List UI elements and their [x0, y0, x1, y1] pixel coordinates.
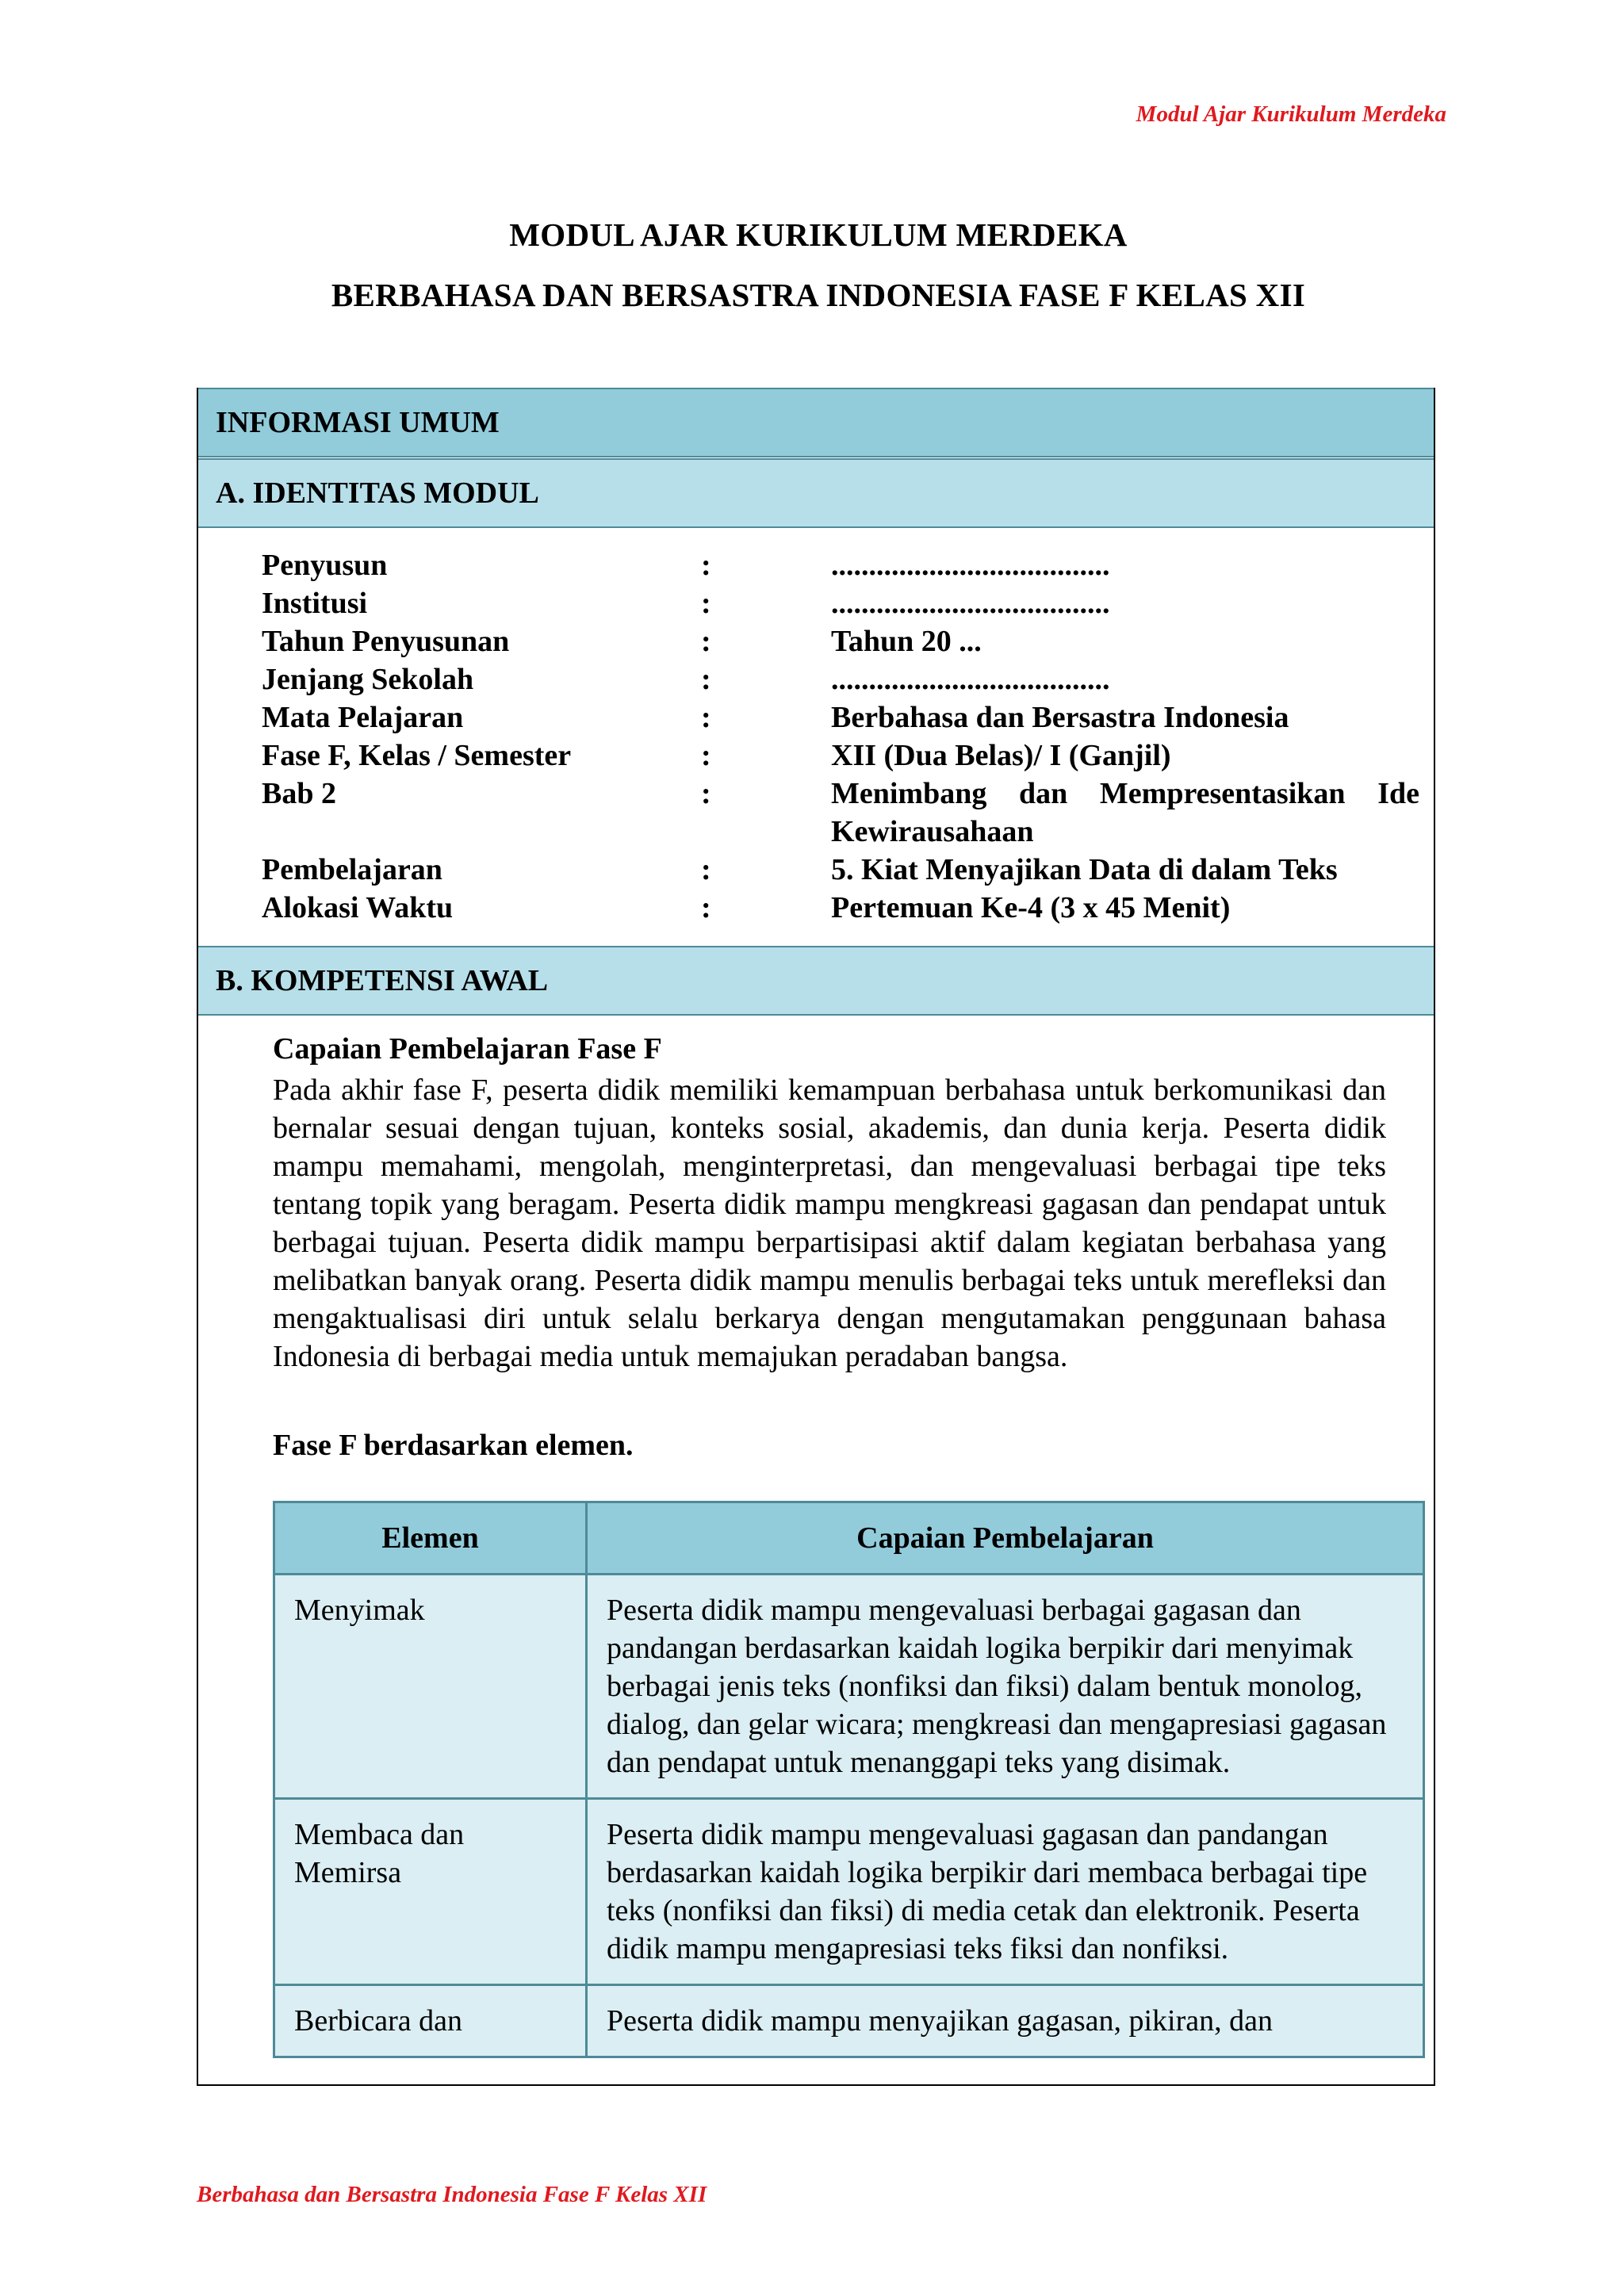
capaian-heading: Capaian Pembelajaran Fase F [273, 1032, 662, 1066]
table-header-row [274, 1502, 1424, 1575]
identity-colon: : [701, 549, 711, 582]
identity-label: Alokasi Waktu [262, 891, 454, 924]
identity-colon: : [701, 891, 711, 924]
elemen-cell: Menyimak [274, 1575, 587, 1799]
table-row [274, 1985, 1424, 2057]
capaian-paragraph: Pada akhir fase F, peserta didik memiliki kemampuan berbahasa untuk berkomunikasi dan bernalar sesuai dengan tujuan, konteks sosial, akademis, dan dunia kerja. Peserta didik mampu memahami, mengolah, menginterpretasi, dan mengevaluasi berbagai tipe teks tentang topik yang beragam. Peserta didik mampu mengkreasi gagasan dan pendapat untuk berbagai tujuan. Peserta didik mampu berpartisipasi aktif dalam kegiatan berbahasa yang melibatkan banyak orang. Peserta didik mampu menulis berbagai teks untuk merefleksi dan mengaktualisasi diri untuk selalu berkarya dengan mengutamakan penggunaan bahasa Indonesia di berbagai media untuk memajukan peradaban bangsa. [273, 1073, 1386, 1373]
identity-label: Jenjang Sekolah [262, 663, 474, 696]
identity-label: Tahun Penyusunan [262, 625, 510, 658]
identity-value: ..................................... [831, 663, 1110, 696]
identity-row [262, 737, 1419, 775]
identity-row [262, 660, 1419, 698]
capaian-cell: Peserta didik mampu mengevaluasi berbagai gagasan dan pandangan berdasarkan kaidah logika berpikir dari menyimak berbagai jenis teks (nonfiksi dan fiksi) dalam bentuk monolog, dialog, dan gelar wicara; mengkreasi dan mengapresiasi gagasan dan pendapat untuk menanggapi teks yang disimak. [587, 1575, 1424, 1799]
identity-value: Pertemuan Ke-4 (3 x 45 Menit) [831, 891, 1231, 924]
identity-row [262, 851, 1419, 889]
section-kompetensi-awal: B. KOMPETENSI AWAL [198, 946, 1434, 1016]
elemen-cell: Berbicara dan [274, 1985, 587, 2057]
table-row [274, 1799, 1424, 1985]
identity-value: Berbahasa dan Bersastra Indonesia [831, 701, 1289, 734]
identity-value: ..................................... [831, 549, 1110, 582]
identity-label: Bab 2 [262, 777, 336, 810]
module-frame [197, 388, 1435, 2086]
identity-colon: : [701, 739, 711, 772]
column-header-capaian: Capaian Pembelajaran [587, 1502, 1424, 1575]
identity-row [262, 698, 1419, 737]
identity-colon: : [701, 663, 711, 696]
header-note: Modul Ajar Kurikulum Merdeka [1136, 101, 1446, 127]
identity-colon: : [701, 777, 711, 810]
identity-row [262, 775, 1419, 851]
footer-note: Berbahasa dan Bersastra Indonesia Fase F Kelas XII [197, 2182, 707, 2207]
identity-label: Penyusun [262, 549, 388, 582]
identity-row [262, 584, 1419, 622]
identity-colon: : [701, 701, 711, 734]
identity-value: 5. Kiat Menyajikan Data di dalam Teks [831, 853, 1338, 886]
section-identitas-modul: A. IDENTITAS MODUL [198, 458, 1434, 528]
identity-colon: : [701, 587, 711, 620]
elemen-cell: Membaca dan Memirsa [274, 1799, 587, 1985]
identity-list [262, 546, 1419, 927]
identity-value: Tahun 20 ... [831, 625, 982, 658]
identity-value: ..................................... [831, 587, 1110, 620]
elemen-table [273, 1501, 1425, 2058]
capaian-cell: Peserta didik mampu menyajikan gagasan, pikiran, dan [587, 1985, 1424, 2057]
section-informasi-umum: INFORMASI UMUM [198, 388, 1434, 457]
document-subtitle: BERBAHASA DAN BERSASTRA INDONESIA FASE F KELAS XII [331, 277, 1306, 313]
capaian-cell: Peserta didik mampu mengevaluasi gagasan dan pandangan berdasarkan kaidah logika berpikir dari membaca berbagai tipe teks (nonfiksi dan fiksi) di media cetak dan elektronik. Peserta didik mampu mengapresiasi teks fiksi dan nonfiksi. [587, 1799, 1424, 1985]
identity-colon: : [701, 853, 711, 886]
identity-label: Pembelajaran [262, 853, 442, 886]
identity-row [262, 546, 1419, 584]
identity-label: Mata Pelajaran [262, 701, 464, 734]
identity-row [262, 889, 1419, 927]
table-row [274, 1575, 1424, 1799]
column-header-elemen: Elemen [274, 1502, 587, 1575]
identity-row [262, 622, 1419, 660]
fase-heading: Fase F berdasarkan elemen. [273, 1429, 634, 1462]
identity-label: Institusi [262, 587, 368, 620]
document-title: MODUL AJAR KURIKULUM MERDEKA [509, 216, 1128, 253]
identity-value: Menimbang dan Mempresentasikan Ide Kewirausahaan [831, 777, 1419, 848]
identity-label: Fase F, Kelas / Semester [262, 739, 572, 772]
identity-value: XII (Dua Belas)/ I (Ganjil) [831, 739, 1171, 772]
identity-colon: : [701, 625, 711, 658]
